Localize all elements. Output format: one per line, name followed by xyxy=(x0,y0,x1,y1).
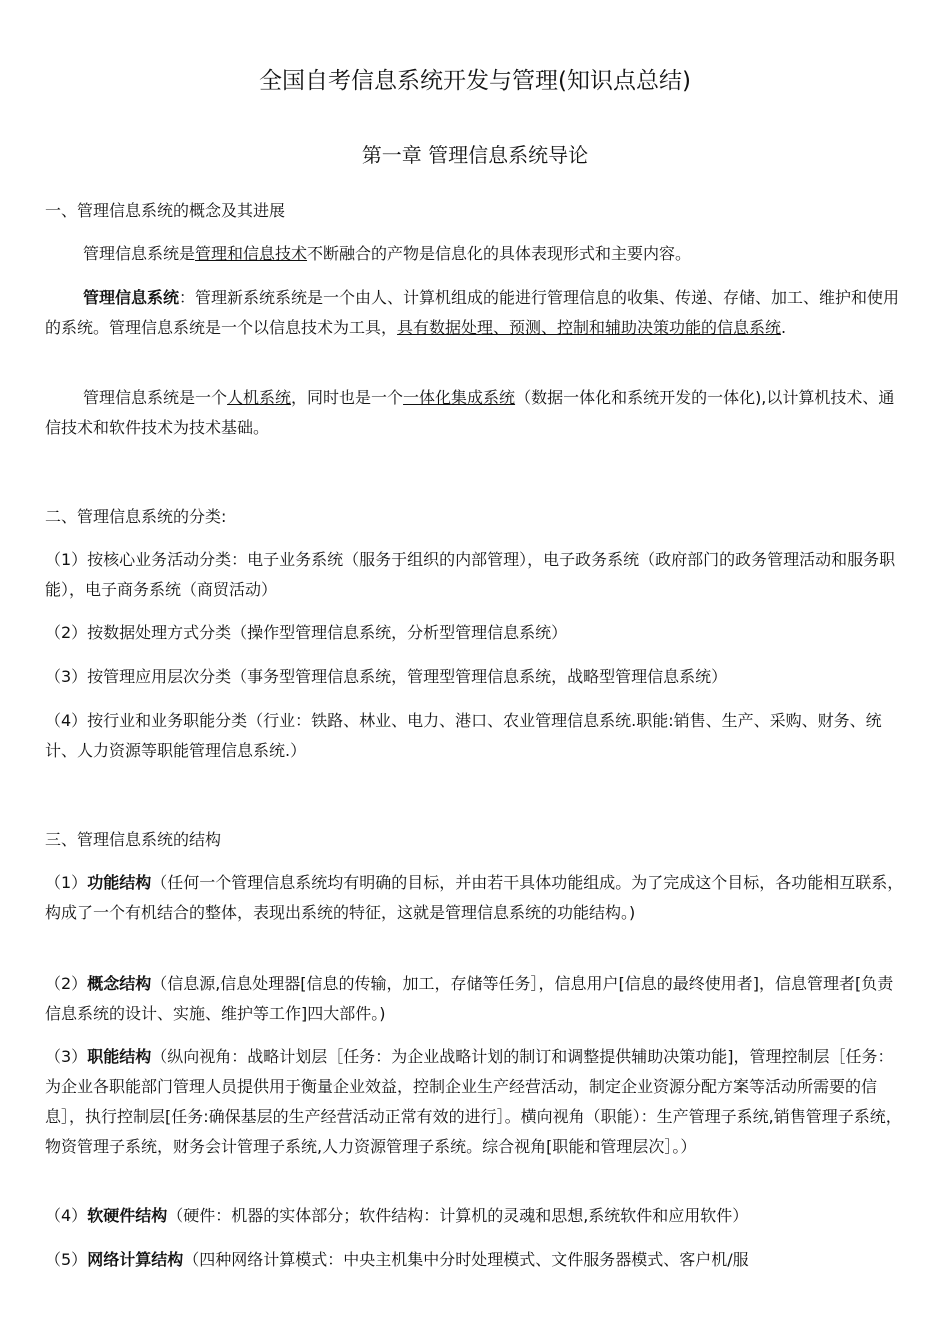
text: ，同时也是一个 xyxy=(291,388,404,407)
s1-paragraph-2 xyxy=(45,283,907,343)
s1-paragraph-1 xyxy=(45,239,907,269)
item-number: （5） xyxy=(45,1250,88,1269)
section-1-heading: 一、管理信息系统的概念及其进展 xyxy=(45,201,286,220)
underlined-text: 一体化集成系统 xyxy=(403,388,516,407)
item-number: （2） xyxy=(45,974,88,993)
item-description: （纵向视角：战略计划层［任务：为企业战略计划的制订和调整提供辅助决策功能]，管理控制层［任务：为企业各职能部门管理人员提供用于衡量企业效益，控制企业生产经营活动，制定企业资源分配方案等活动所需要的信息］，执行控制层[任务:确保基层的生产经营活动正常有效的进行］。横向视角（职能）：生产管理子系统,销售管理子系统，物资管理子系统，财务会计管理子系统,人力资源管理子系统。综合视角[职能和管理层次］。） xyxy=(45,1047,902,1156)
underlined-text: 具有数据处理、预测、控制和辅助决策功能的信息系统 xyxy=(397,318,782,337)
s2-item-1: （1）按核心业务活动分类：电子业务系统（服务于组织的内部管理），电子政务系统（政府部门的政务管理活动和服务职能），电子商务系统（商贸活动） xyxy=(45,550,896,599)
text: 管理信息系统是一个 xyxy=(83,388,228,407)
underlined-text: 管理和信息技术 xyxy=(195,244,308,263)
bold-term: 软硬件结构 xyxy=(87,1206,168,1225)
text: ：管理新系统系统是一个由人、计算机组成的能进行管理信息的收集、传递、存储、加工、维护和使用的系统。管理信息系统是一个以信息技术为工具， xyxy=(45,288,900,337)
item-description: （硬件：机器的实体部分；软件结构：计算机的灵魂和思想,系统软件和应用软件） xyxy=(167,1206,749,1225)
s1-paragraph-3 xyxy=(45,383,907,443)
item-number: （1） xyxy=(45,873,88,892)
s3-item-4 xyxy=(45,1201,907,1231)
bold-term: 管理信息系统 xyxy=(83,288,180,307)
s2-item-2: （2）按数据处理方式分类（操作型管理信息系统，分析型管理信息系统） xyxy=(45,623,568,642)
text: . xyxy=(781,318,787,337)
bold-term: 职能结构 xyxy=(87,1047,152,1066)
text: 不断融合的产物是信息化的具体表现形式和主要内容。 xyxy=(307,244,692,263)
bold-term: 功能结构 xyxy=(87,873,152,892)
item-number: （4） xyxy=(45,1206,88,1225)
bold-term: 网络计算结构 xyxy=(87,1250,184,1269)
underlined-text: 人机系统 xyxy=(227,388,292,407)
document-title: 全国自考信息系统开发与管理(知识点总结) xyxy=(259,68,691,94)
s3-item-2 xyxy=(45,969,907,1029)
bold-term: 概念结构 xyxy=(87,974,152,993)
item-number: （3） xyxy=(45,1047,88,1066)
section-3-heading: 三、管理信息系统的结构 xyxy=(45,830,222,849)
s3-item-5 xyxy=(45,1245,907,1275)
s3-item-1 xyxy=(45,868,907,928)
item-description: （任何一个管理信息系统均有明确的目标，并由若干具体功能组成。为了完成这个目标，各功能相互联系，构成了一个有机结合的整体，表现出系统的特征，这就是管理信息系统的功能结构。) xyxy=(45,873,904,922)
section-2-heading: 二、管理信息系统的分类: xyxy=(45,507,227,526)
item-description: （信息源,信息处理器[信息的传输，加工，存储等任务］，信息用户[信息的最终使用者]，信息管理者[负责信息系统的设计、实施、维护等工作]四大部件。) xyxy=(45,974,894,1023)
text: 管理信息系统是 xyxy=(83,244,196,263)
item-description: （四种网络计算模式：中央主机集中分时处理模式、文件服务器模式、客户机/服 xyxy=(183,1250,749,1269)
text: （数据一体化和系统开发的一体化),以计算机技术、通信技术和软件技术为技术基础。 xyxy=(45,388,895,437)
s3-item-3 xyxy=(45,1042,907,1162)
chapter-heading: 第一章 管理信息系统导论 xyxy=(361,143,589,167)
s2-item-4: （4）按行业和业务职能分类（行业：铁路、林业、电力、港口、农业管理信息系统.职能:销售、生产、采购、财务、统计、人力资源等职能管理信息系统.） xyxy=(45,711,882,760)
s2-item-3: （3）按管理应用层次分类（事务型管理信息系统，管理型管理信息系统，战略型管理信息系统） xyxy=(45,667,728,686)
